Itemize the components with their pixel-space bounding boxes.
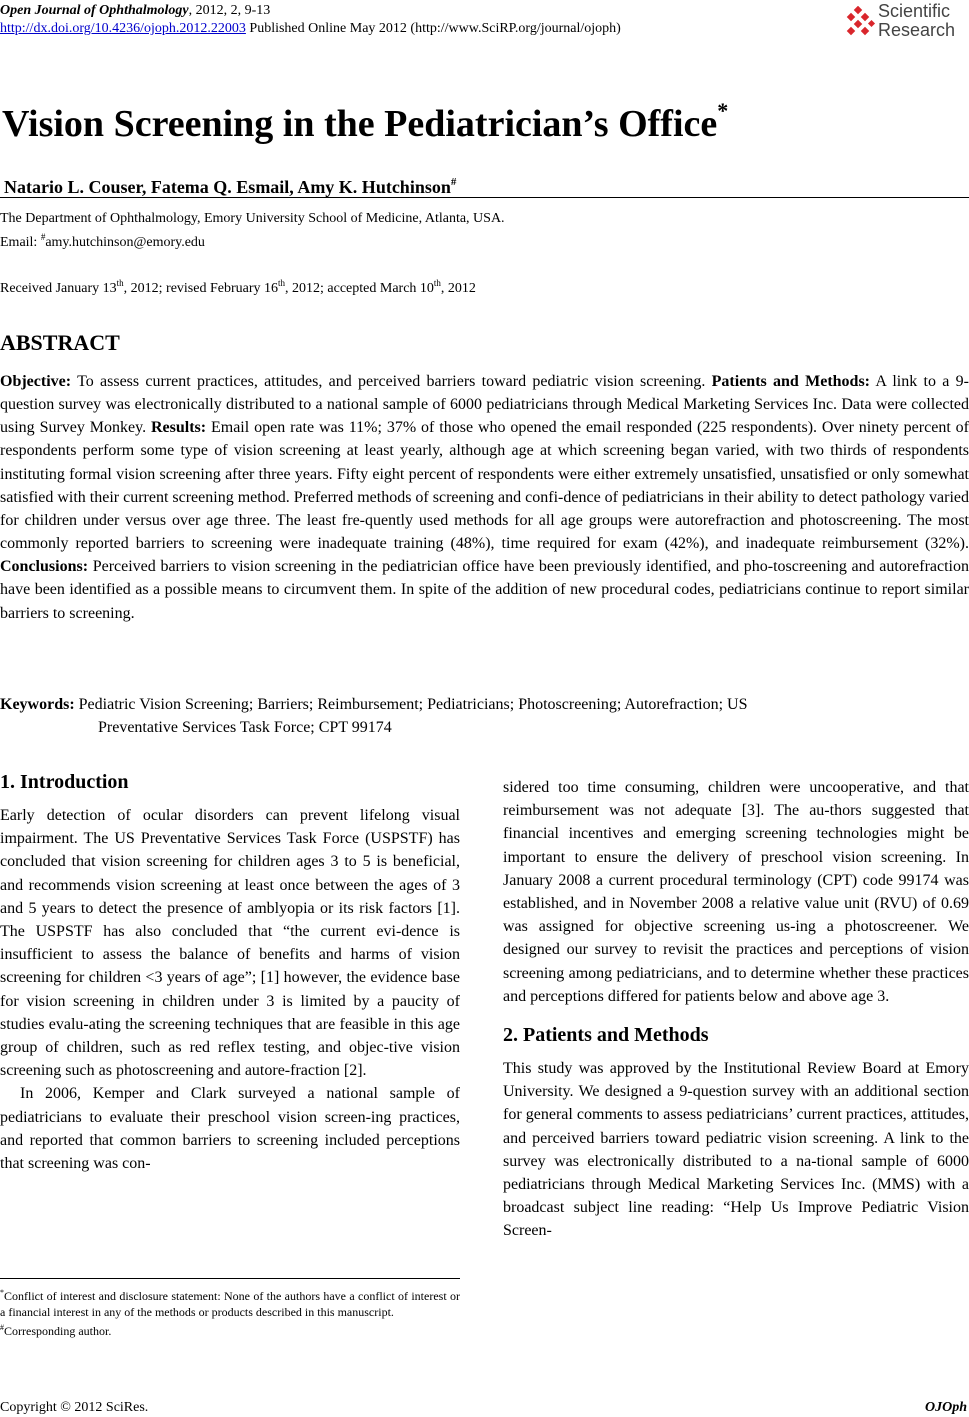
footnote-divider <box>0 1278 460 1279</box>
footnote-1-text: Conflict of interest and disclosure statement: None of the authors have a conflict of interest or a financial interest in any of the methods or products described in this manuscript. <box>0 1289 460 1319</box>
publication-line <box>0 20 621 37</box>
journal-abbrev: OJOph <box>924 1400 967 1415</box>
right-column <box>503 776 969 1243</box>
objective-text: To assess current practices, attitudes, and perceived barriers toward pediatric vision screening. <box>71 373 712 390</box>
ordinal-suffix: th <box>278 278 286 288</box>
title-footnote-mark: * <box>717 98 729 123</box>
methods-heading: 2. Patients and Methods <box>503 1024 709 1047</box>
objective-label: Objective: <box>0 373 72 390</box>
keywords-line-1: Pediatric Vision Screening; Barriers; Reimbursement; Pediatricians; Photoscreening; Autorefraction; US <box>74 696 748 713</box>
journal-citation <box>0 2 270 19</box>
footnotes <box>0 1285 460 1339</box>
doi-link[interactable]: http://dx.doi.org/10.4236/ojoph.2012.22003 <box>0 21 246 36</box>
email-address[interactable]: amy.hutchinson@emory.edu <box>45 235 205 250</box>
left-column <box>0 769 460 1175</box>
footnote-2-mark: # <box>0 1323 4 1332</box>
author-list: Natario L. Couser, Fatema Q. Esmail, Amy K. Hutchinson <box>4 177 451 197</box>
methods-text: A link to a 9-question survey was electronically distributed to a national sample of 6000 pediatricians through Medical Marketing Services Inc. Data were collected using Survey Monkey. <box>0 373 969 437</box>
abstract-body <box>0 370 969 625</box>
results-label: Results: <box>150 419 207 437</box>
intro-heading: 1. Introduction <box>0 771 129 793</box>
published-online: Published Online May 2012 (http://www.SciRP.org/journal/ojoph) <box>245 21 621 36</box>
keywords-label: Keywords: <box>0 696 75 713</box>
date-tail: , 2012 <box>440 281 476 296</box>
title-text: Vision Screening in the Pediatrician’s Office <box>2 103 718 145</box>
scirp-logo <box>842 2 969 42</box>
ordinal-suffix: th <box>433 278 441 288</box>
scirp-logo-icon <box>842 6 876 40</box>
results-text: Email open rate was 11%; 37% of those who opened the email responded (225 respondents). Over ninety percent of respondents perform some type of vision screening at least yearly, although age at which screening began varied, with two thirds of respondents instituting formal vision screening after three years. Fifty eight percent of respondents were either extremely unsatisfied, unsatisfied or only somewhat satisfied with their current screening method. Preferred methods of screening and confi-dence of pediatricians in their ability to detect pathology varied for children under versus over age three. The least fre-quently used methods for all age groups were autorefraction and photoscreening. The most commonly reported barriers to screening were inadequate training (48%), time required for exam (42%), and inadequate reimbursement (32%). <box>0 419 969 553</box>
conclusions-text: Perceived barriers to vision screening in the pediatrician office have been previously identified, and pho-toscreening and autorefraction have been identified as a possible means to circumvent them. In spite of the addition of new procedural codes, pediatricians continue to report similar barriers to screening. <box>0 558 969 622</box>
author-divider <box>0 197 969 198</box>
affiliation-block <box>0 210 505 252</box>
keywords-line-2: Preventative Services Task Force; CPT 99174 <box>98 719 392 736</box>
methods-label: Patients and Methods: <box>711 373 870 390</box>
author-footnote-mark: # <box>450 176 457 188</box>
article-dates <box>0 274 476 298</box>
copyright: Copyright © 2012 SciRes. <box>0 1400 149 1415</box>
footnote-1-mark: * <box>0 1288 4 1297</box>
received-date: Received January 13 <box>0 281 117 296</box>
article-title <box>2 88 728 147</box>
keywords <box>0 693 969 739</box>
footnote-2-text: Corresponding author. <box>4 1324 112 1338</box>
footnote-1 <box>0 1285 460 1320</box>
email-line <box>0 228 505 252</box>
logo-text <box>878 2 955 40</box>
authors <box>4 171 456 198</box>
accepted-date: , 2012; accepted March 10 <box>285 281 434 296</box>
email-mark: # <box>40 232 46 242</box>
intro-paragraph-1: Early detection of ocular disorders can prevent lifelong visual impairment. The US Preventative Services Task Force (USPSTF) has concluded that vision screening for children ages 3 to 5 is beneficial, and recommends vision screening at least once between the ages of 3 and 5 years to detect the presence of amblyopia or its risk factors [1]. The USPSTF has also concluded that “the current evi-dence is insufficient to assess the balance of benefits and harms of vision screening for children <3 years of age”; [1] however, the evidence base for vision screening in children under 3 is limited by a paucity of studies evalu-ating the screening techniques that are feasible in this age group of children, such as red reflex testing, and objec-tive vision screening such as photoscreening and autore-fraction [2]. <box>0 807 460 1080</box>
affiliation: The Department of Ophthalmology, Emory University School of Medicine, Atlanta, USA. <box>0 211 505 226</box>
abstract-heading: ABSTRACT <box>0 330 120 355</box>
footnote-2 <box>0 1320 460 1339</box>
journal-name: Open Journal of Ophthalmology <box>0 3 189 18</box>
conclusions-label: Conclusions: <box>0 558 89 576</box>
methods-paragraph-1: This study was approved by the Institutional Review Board at Emory University. We designed a 9-question survey with an additional section for general comments to assess pediatricians’ current practices, attitudes, and perceived barriers toward pediatric vision screening. A link to the survey was electronically distributed to a na-tional sample of 6000 pediatricians through Medical Marketing Services Inc. (MMS) with a broadcast subject line reading: “Help Us Improve Pediatric Vision Screen- <box>503 1060 969 1240</box>
journal-issue: , 2012, 2, 9-13 <box>188 3 271 18</box>
intro-paragraph-2: In 2006, Kemper and Clark surveyed a national sample of pediatricians to evaluate their preschool vision screen-ing practices, and reported that common barriers to screening included perceptions that screening was con- <box>0 1085 460 1173</box>
logo-line-1: Scientific <box>878 1 951 21</box>
logo-line-2: Research <box>878 20 956 40</box>
ordinal-suffix: th <box>116 278 124 288</box>
email-label: Email: <box>0 235 41 250</box>
intro-paragraph-continued: sidered too time consuming, children were uncooperative, and that reimbursement was not adequate [3]. The au-thors suggested that financial incentives and emerging screening technologies might be important to ensure the delivery of preschool vision screening. In January 2008 a current procedural terminology (CPT) code 99174 was established, and in November 2008 a relative value unit (RVU) of 0.69 was assigned for objective screening us-ing a photoscreener. We designed our survey to revisit the practices and perceptions of vision screening among pediatricians, and to determine whether these practices and perceptions differed for patients below and above age 3. <box>503 779 969 1005</box>
revised-date: , 2012; revised February 16 <box>123 281 278 296</box>
